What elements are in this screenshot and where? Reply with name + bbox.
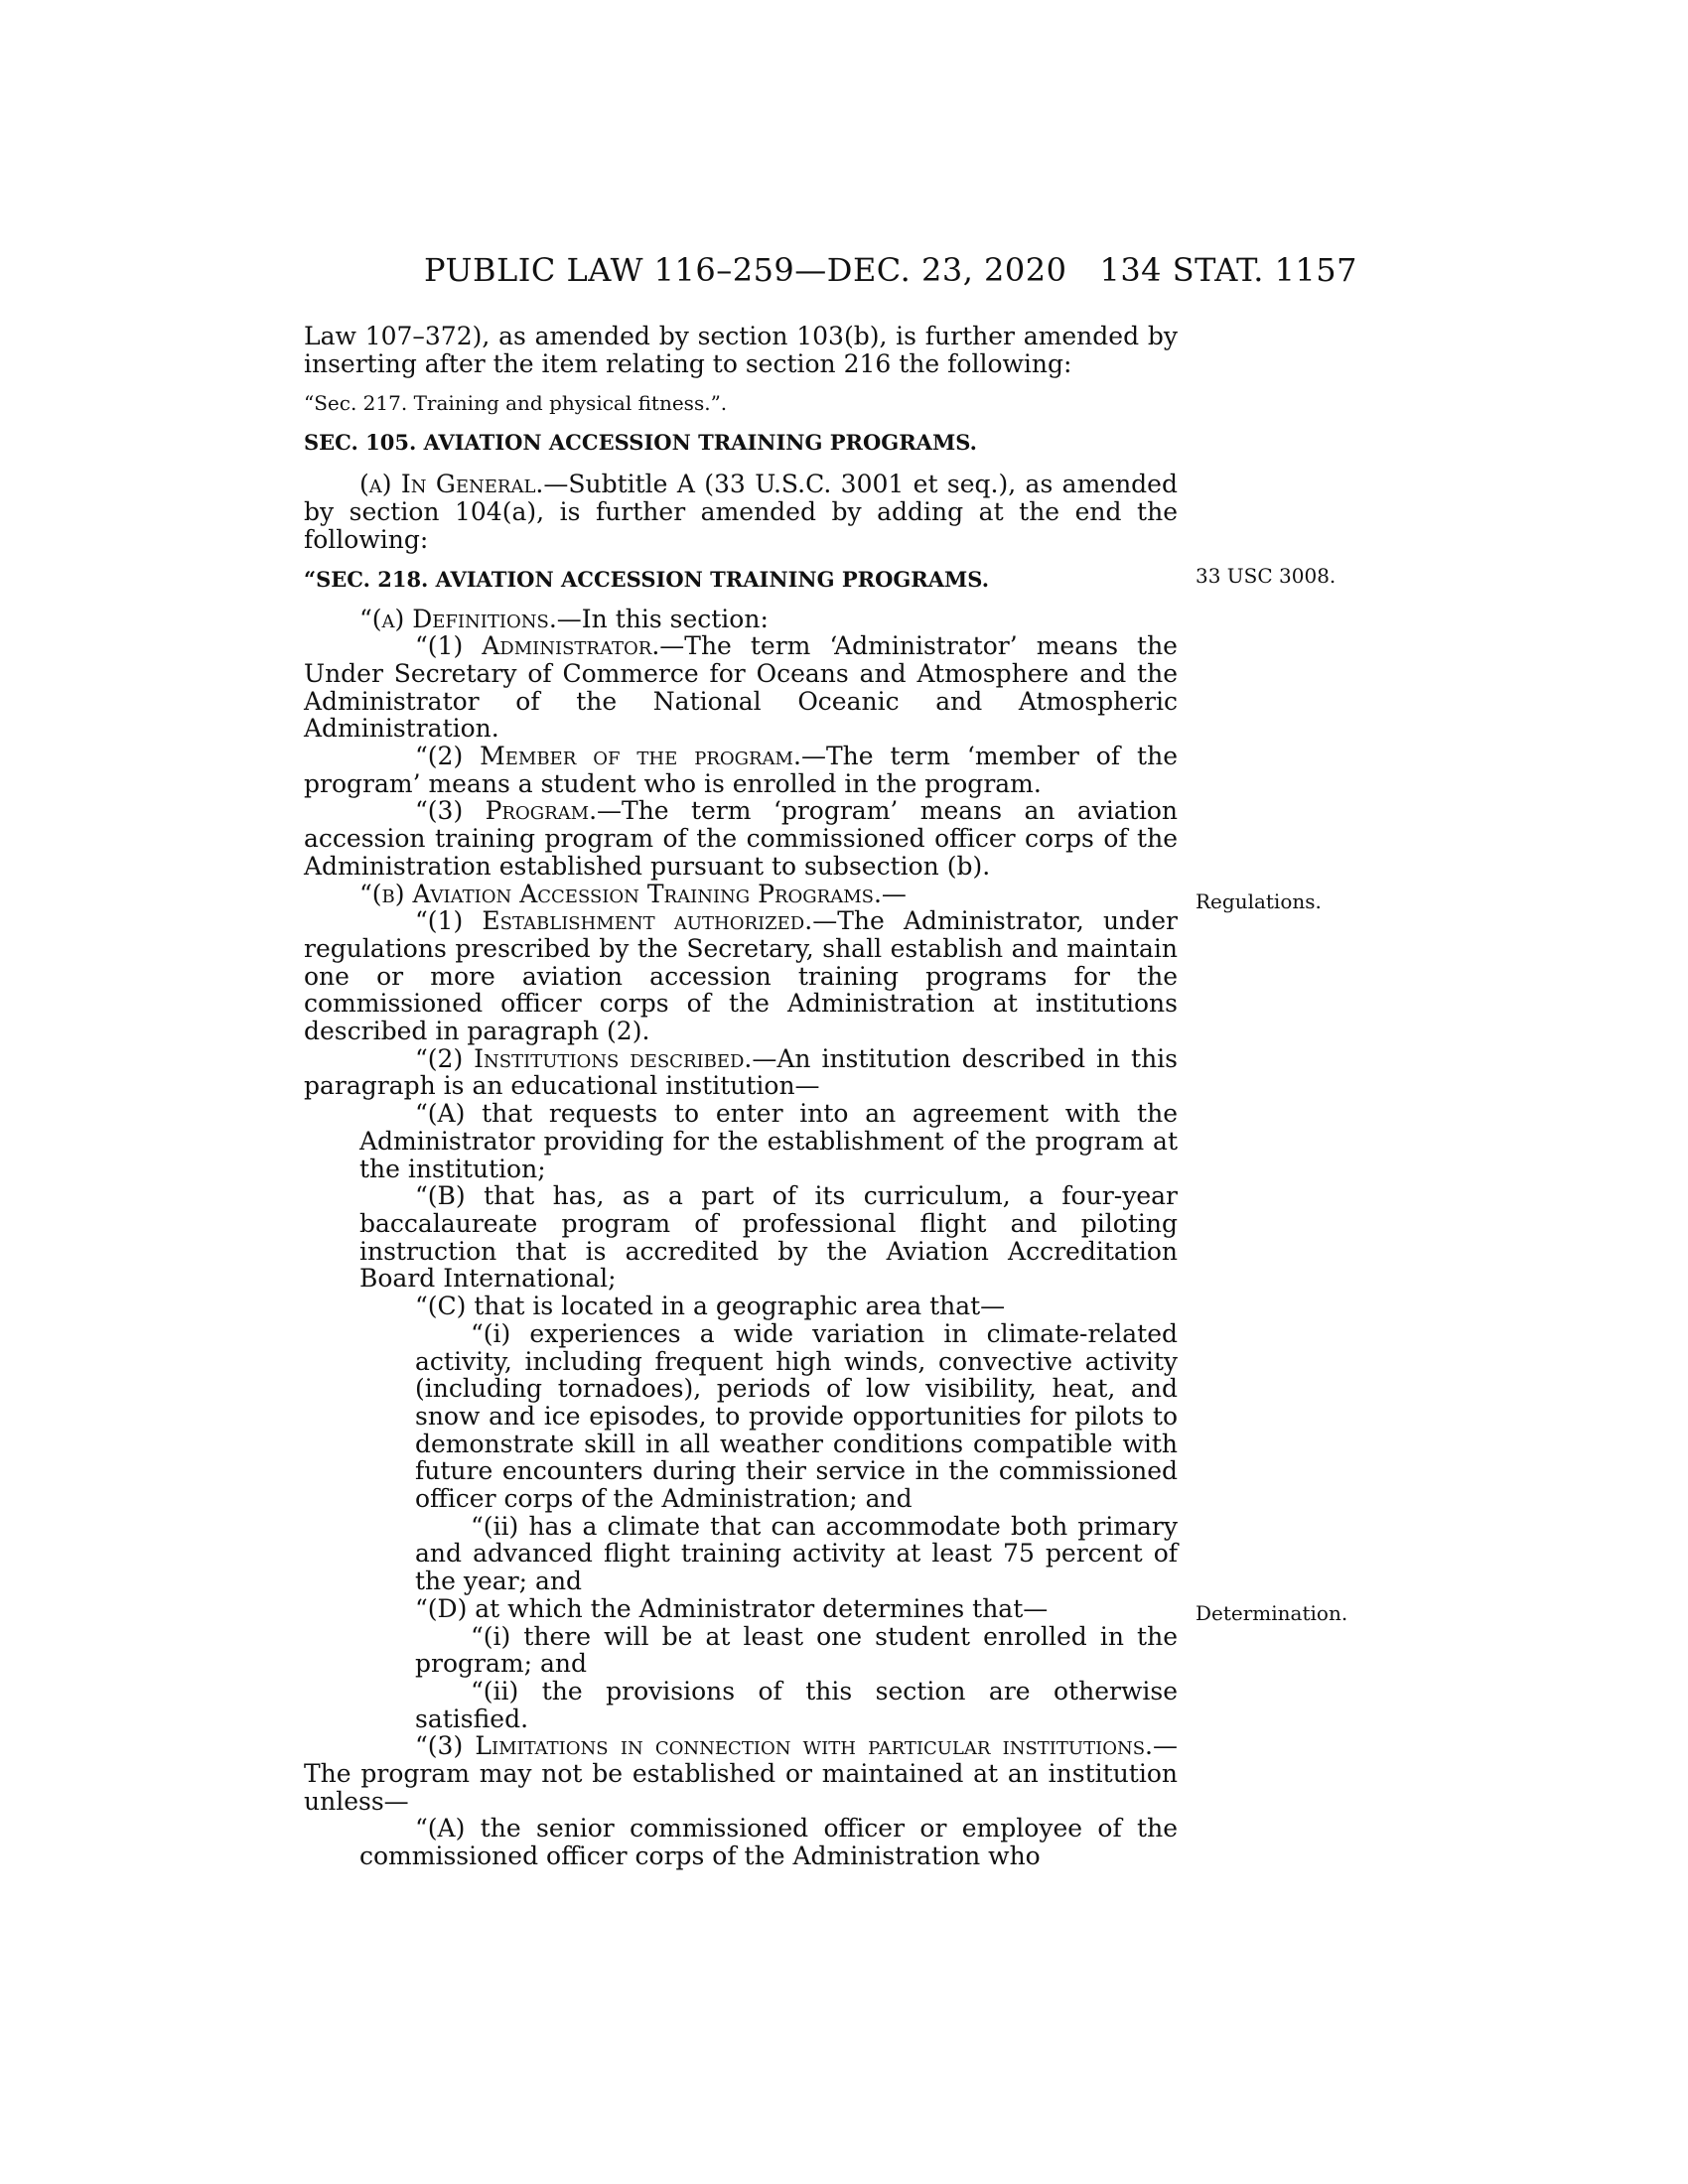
clause-b2-c: “(C) that is located in a geographic area that— xyxy=(415,1292,1006,1321)
clause-b3-a: “(A) the senior commissioned officer or employee of the commissioned officer corps of the Administration who xyxy=(359,1814,1178,1871)
margin-note-regulations: Regulations. xyxy=(1196,889,1322,913)
section-105-heading: SEC. 105. AVIATION ACCESSION TRAINING PROGRAMS. xyxy=(304,430,977,456)
subsection-b-heading: “(b) Aviation Accession Training Programs.— xyxy=(359,879,907,908)
clause-b2-d: “(D) at which the Administrator determines that— xyxy=(415,1593,1049,1623)
document-body xyxy=(304,323,1178,1870)
paragraph-b2-institutions: “(2) Institutions described.—An institution described in this paragraph is an educational institution— xyxy=(304,1043,1179,1101)
header-statute-page: 134 STAT. 1157 xyxy=(1099,251,1357,289)
margin-note-determination: Determination. xyxy=(1196,1601,1348,1625)
header-public-law: PUBLIC LAW 116–259—DEC. 23, 2020 xyxy=(424,251,1067,289)
definition-member-of-program: “(2) Member of the program.—The term ‘member of the program’ means a student who is enrolled in the program. xyxy=(304,742,1178,798)
paragraph-b1-establishment: “(1) Establishment authorized.—The Administrator, under regulations prescribed by the Secretary, shall establish and maintain one or more aviation accession training programs for the commissioned officer corps of the Administration at institutions described in paragraph (2). xyxy=(304,906,1178,1046)
subsection-a-text: —Subtitle A (33 U.S.C. 3001 et seq.), as amended by section 104(a), is further amended by adding at the end the following: xyxy=(304,470,1178,554)
intro-paragraph: Law 107–372), as amended by section 103(b), is further amended by inserting after the item relating to section 216 the following: xyxy=(304,322,1178,378)
subsection-a-general xyxy=(304,471,1178,553)
definitions-paragraph: “(a) Definitions.—In this section: xyxy=(359,604,769,633)
clause-b2-c-i: “(i) experiences a wide variation in climate-related activity, including frequent high winds, convective activity (including tornadoes), periods of low visibility, heat, and snow and ice episodes, to provide opportunities for pilots to demonstrate skill in all weather conditions compatible with future encounters during their service in the commissioned officer corps of the Administration; and xyxy=(415,1318,1178,1514)
definition-program: “(3) Program.—The term ‘program’ means an aviation accession training program of the commissioned officer corps of the Administration established pursuant to subsection (b). xyxy=(304,796,1178,881)
clause-b2-a: “(A) that requests to enter into an agreement with the Administrator providing for the establishment of the program at the institution; xyxy=(359,1099,1178,1183)
definitions-heading: “(a) Definitions. xyxy=(359,604,557,633)
paragraph-b3-limitations: “(3) Limitations in connection with particular institutions.—The program may not be established or maintained at an institution unless— xyxy=(304,1731,1178,1816)
section-218-heading: “SEC. 218. AVIATION ACCESSION TRAINING PROGRAMS. xyxy=(304,566,990,592)
clause-b2-d-ii: “(ii) the provisions of this section are otherwise satisfied. xyxy=(415,1676,1178,1733)
toc-item: “Sec. 217. Training and physical fitness.”. xyxy=(304,391,728,416)
margin-note-usc: 33 USC 3008. xyxy=(1196,564,1336,588)
clause-b2-b: “(B) that has, as a part of its curriculum, a four-year baccalaureate program of professional flight and piloting instruction that is accredited by the Aviation Accreditation Board International; xyxy=(359,1181,1178,1294)
definition-administrator: “(1) Administrator.—The term ‘Administrator’ means the Under Secretary of Commerce for Oceans and Atmosphere and the Administrator of the National Oceanic and Atmospheric Administration. xyxy=(304,631,1178,744)
subsection-a-heading: (a) In General. xyxy=(359,470,544,499)
running-header xyxy=(424,251,1357,291)
clause-b2-c-ii: “(ii) has a climate that can accommodate both primary and advanced flight training activity at least 75 percent of the year; and xyxy=(415,1511,1178,1596)
clause-b2-d-i: “(i) there will be at least one student enrolled in the program; and xyxy=(415,1621,1178,1679)
